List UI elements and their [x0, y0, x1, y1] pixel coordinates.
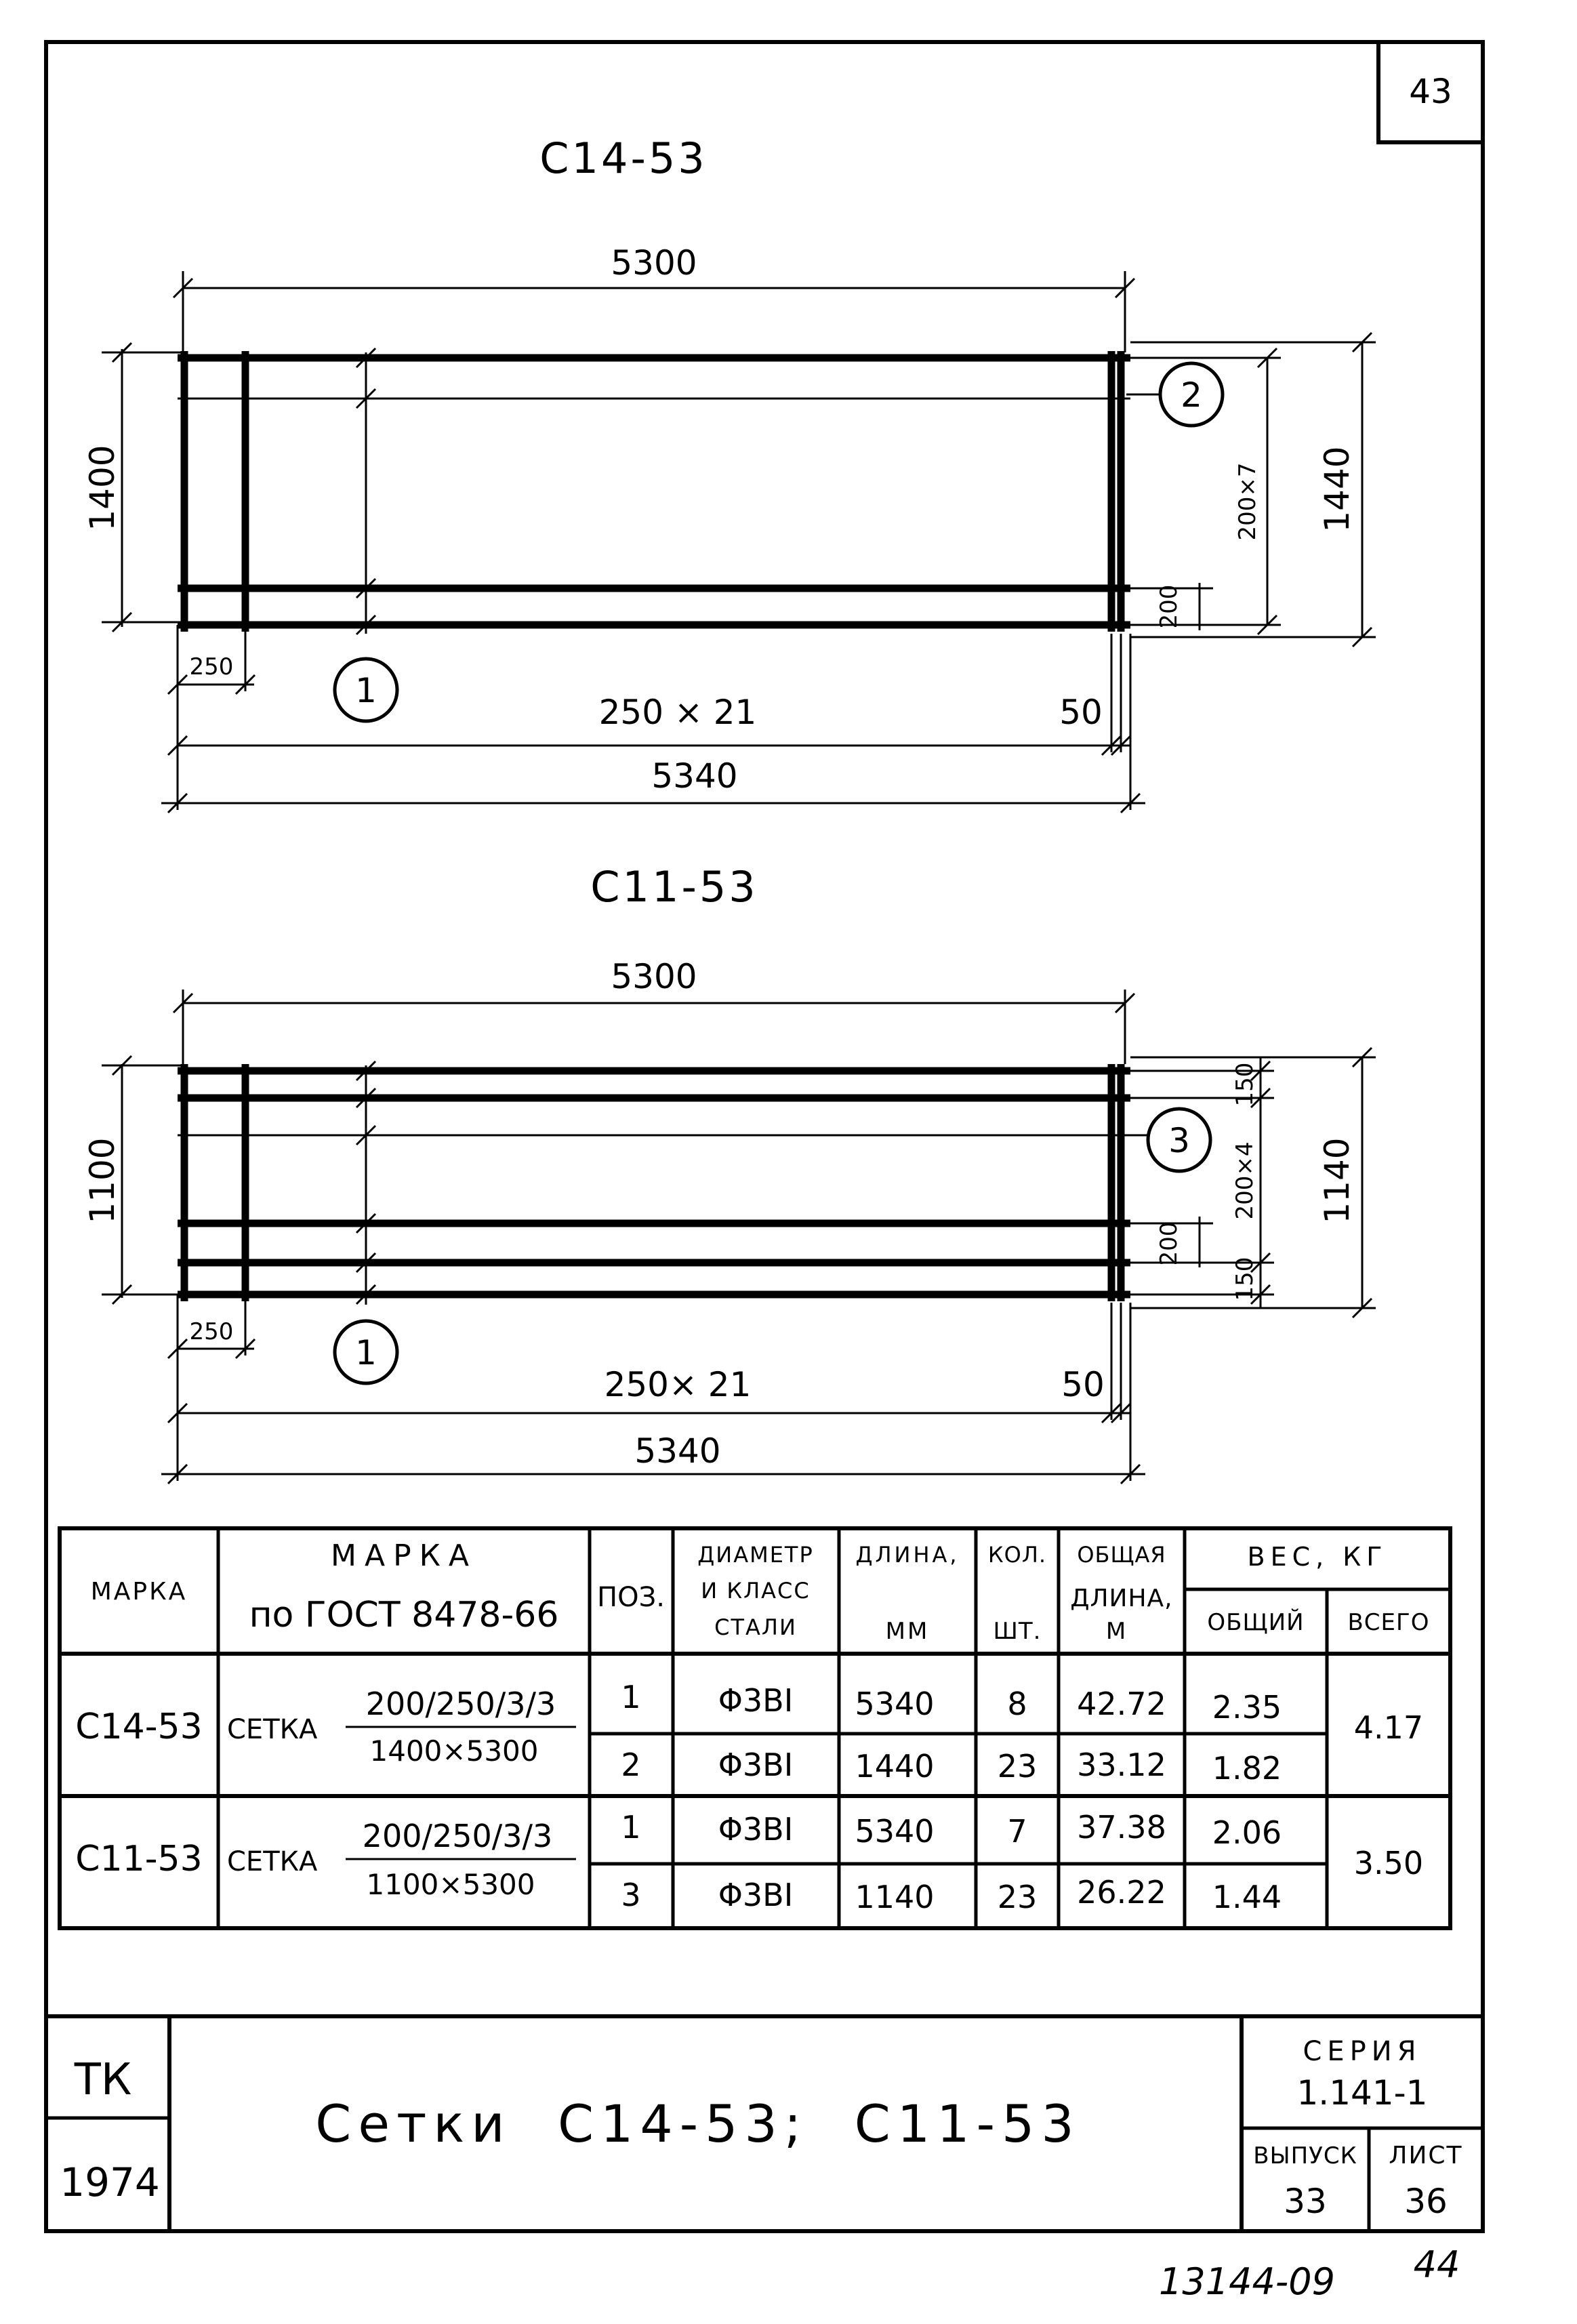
issue-value: 33 — [1284, 2182, 1327, 2221]
header-weight: ВЕС, КГ — [1247, 1542, 1388, 1572]
drawing2-dim-bottom-total: 5340 — [634, 1431, 721, 1471]
row4-total-len: 26.22 — [1077, 1874, 1166, 1911]
series-label: СЕРИЯ — [1303, 2036, 1422, 2067]
position-mark-3-label: 3 — [1168, 1121, 1190, 1160]
drawing2-dim-200: 200 — [1155, 1221, 1183, 1266]
row2-diam: Φ3BI — [718, 1747, 794, 1783]
drawing2-dim-150-bottom: 150 — [1231, 1257, 1258, 1301]
header-qty-1: КОЛ. — [987, 1542, 1047, 1568]
drawing2-dim-right-total: 1140 — [1317, 1137, 1357, 1224]
drawing1-dim-bottom-total: 5340 — [651, 756, 738, 796]
row2-total-len: 33.12 — [1077, 1747, 1166, 1783]
spec-table — [60, 1528, 1450, 1928]
drawing1-dim-50: 50 — [1059, 693, 1103, 732]
header-diam-2: И КЛАСС — [701, 1578, 811, 1604]
sheet-value: 36 — [1404, 2182, 1448, 2221]
row1-pos: 1 — [621, 1679, 641, 1715]
group2-weight-all: 3.50 — [1353, 1845, 1424, 1881]
drawing1-dim-pitch: 200×7 — [1234, 462, 1261, 541]
group1-mark: С14-53 — [75, 1707, 203, 1747]
group2-mark: С11-53 — [75, 1839, 203, 1879]
drawing2-dim-bottom-pitch: 250× 21 — [604, 1365, 752, 1404]
row1-weight: 2.35 — [1212, 1689, 1282, 1726]
drawing2-dim-left: 1100 — [83, 1137, 122, 1224]
drawing2-dim-250: 250 — [189, 1318, 234, 1345]
mesh-c14-53 — [178, 348, 1130, 634]
header-weight-total: ОБЩИЙ — [1207, 1609, 1305, 1636]
sheet-label: ЛИСТ — [1389, 2142, 1463, 2169]
row2-qty: 23 — [997, 1748, 1038, 1785]
drawing1-dim-left: 1400 — [83, 445, 122, 531]
drawing-c11-53 — [83, 862, 1376, 1484]
series-value: 1.141-1 — [1296, 2073, 1428, 2113]
header-total-2: ДЛИНА, — [1070, 1585, 1173, 1612]
header-total-1: ОБЩАЯ — [1077, 1542, 1166, 1568]
row2-length: 1440 — [855, 1748, 935, 1785]
row3-pos: 1 — [621, 1809, 641, 1846]
group1-set-word: СЕТКА — [227, 1714, 318, 1745]
row3-length: 5340 — [855, 1813, 935, 1850]
drawing1-dim-right-total: 1440 — [1317, 446, 1357, 533]
position-mark-1b-label: 1 — [355, 1333, 377, 1372]
row3-diam: Φ3BI — [718, 1811, 794, 1848]
drawing-c14-53 — [83, 134, 1376, 813]
drawing1-dim-top: 5300 — [611, 243, 697, 283]
drawing1-dim-250: 250 — [189, 653, 234, 680]
position-mark-2-label: 2 — [1181, 375, 1202, 415]
row3-qty: 7 — [1007, 1813, 1027, 1850]
org-label: ТК — [74, 2055, 132, 2105]
header-diam-3: СТАЛИ — [714, 1614, 797, 1640]
header-diam-1: ДИАМЕТР — [697, 1542, 814, 1568]
header-length-2: ММ — [885, 1618, 930, 1645]
row1-length: 5340 — [855, 1686, 935, 1722]
title-block — [46, 2016, 1483, 2231]
group1-formula-top: 200/250/3/3 — [365, 1686, 556, 1722]
row1-total-len: 42.72 — [1077, 1686, 1166, 1722]
drawing1-dim-bottom-pitch: 250 × 21 — [598, 693, 757, 732]
row2-weight: 1.82 — [1212, 1750, 1282, 1787]
header-total-3: М — [1105, 1618, 1128, 1645]
row4-pos: 3 — [621, 1877, 641, 1913]
header-qty-2: ШТ. — [993, 1618, 1042, 1645]
row1-qty: 8 — [1007, 1686, 1027, 1722]
row4-length: 1140 — [855, 1879, 935, 1915]
archive-number: 13144-09 — [1159, 2260, 1335, 2303]
header-marka: МАРКА — [90, 1578, 188, 1606]
row4-diam: Φ3BI — [718, 1877, 794, 1913]
group2-formula-top: 200/250/3/3 — [362, 1818, 553, 1854]
header-pos: ПОЗ. — [597, 1582, 665, 1613]
header-weight-all: ВСЕГО — [1347, 1609, 1430, 1636]
page-number: 43 — [1409, 72, 1452, 111]
issue-label: ВЫПУСК — [1253, 2142, 1357, 2169]
group2-formula-bottom: 1100×5300 — [366, 1868, 535, 1901]
drawing2-dim-top: 5300 — [611, 957, 697, 996]
drawing2-title: С11-53 — [590, 862, 758, 912]
archive-suffix: 44 — [1413, 2243, 1460, 2286]
sheet-title: Сетки С14-53; С11-53 — [315, 2094, 1081, 2154]
header-length-1: ДЛИНА, — [855, 1542, 960, 1568]
header-gost-1: МАРКА — [331, 1538, 477, 1573]
drawing2-dim-50: 50 — [1061, 1365, 1105, 1404]
drawing2-dim-150-top: 150 — [1231, 1062, 1258, 1107]
group1-weight-all: 4.17 — [1353, 1709, 1424, 1746]
mesh-c11-53 — [178, 1061, 1130, 1305]
group1-formula-bottom: 1400×5300 — [369, 1734, 539, 1768]
row4-qty: 23 — [997, 1879, 1038, 1915]
drawing2-dim-pitch: 200×4 — [1231, 1141, 1258, 1220]
row4-weight: 1.44 — [1212, 1879, 1282, 1915]
drawing1-title: С14-53 — [539, 134, 708, 183]
row3-total-len: 37.38 — [1077, 1809, 1166, 1846]
header-gost-2: по ГОСТ 8478-66 — [249, 1595, 559, 1635]
group2-set-word: СЕТКА — [227, 1846, 318, 1877]
row2-pos: 2 — [621, 1747, 641, 1783]
row1-diam: Φ3BI — [718, 1682, 794, 1719]
position-mark-1-label: 1 — [355, 671, 377, 710]
row3-weight: 2.06 — [1212, 1814, 1282, 1851]
year-label: 1974 — [60, 2159, 160, 2205]
drawing1-dim-200: 200 — [1155, 584, 1183, 629]
